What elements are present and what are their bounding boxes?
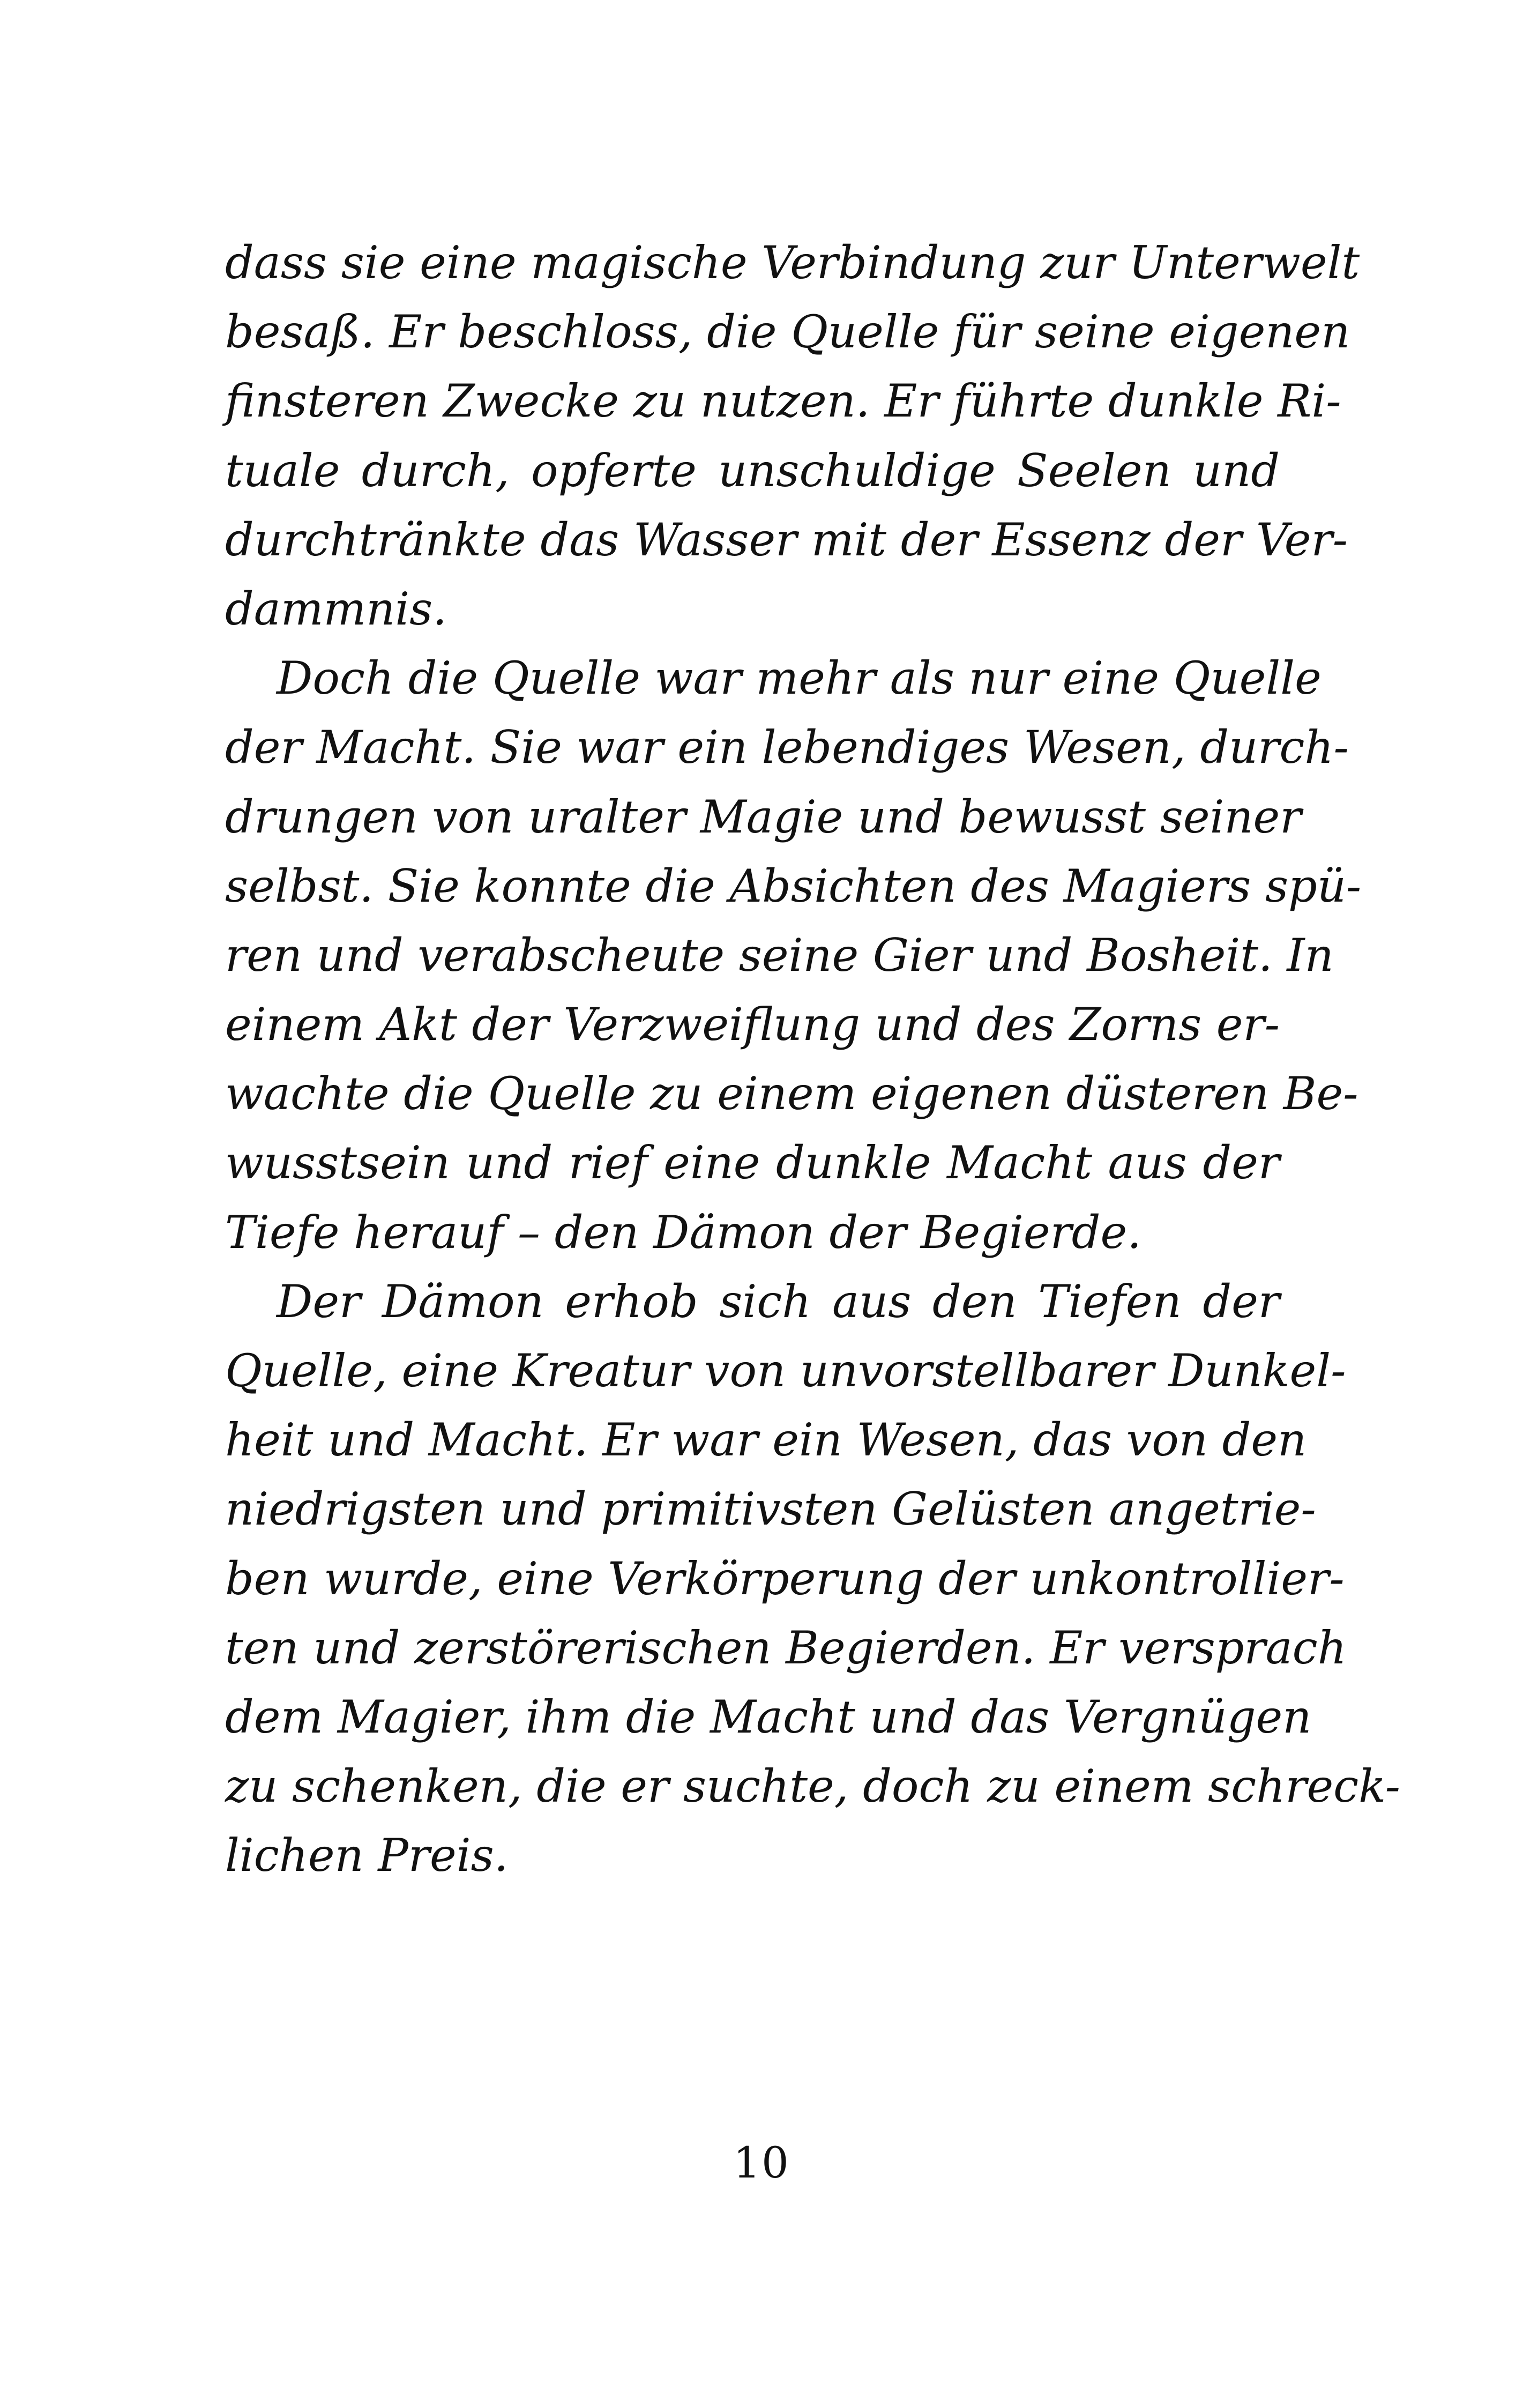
text-line: dass sie eine magische Verbindung zur Unterwelt <box>225 236 1360 289</box>
text-line: dem Magier, ihm die Macht und das Vergnügen <box>225 1690 1312 1743</box>
paragraph-2 <box>225 644 1362 1267</box>
page-number: 10 <box>733 2138 790 2188</box>
text-line: wachte die Quelle zu einem eigenen düsteren Be- <box>225 1067 1358 1120</box>
text-line: drungen von uralter Magie und bewusst seiner <box>225 790 1302 843</box>
text-line: Tiefe herauf – den Dämon der Begierde. <box>225 1206 1141 1259</box>
text-line: Der Dämon erhob sich aus den Tiefen der <box>277 1275 1280 1328</box>
text-line: ben wurde, eine Verkörperung der unkontrollier- <box>225 1552 1345 1605</box>
text-line: niedrigsten und primitivsten Gelüsten angetrie- <box>225 1483 1316 1536</box>
text-line: ten und zerstörerischen Begierden. Er versprach <box>225 1621 1347 1674</box>
text-line: finsteren Zwecke zu nutzen. Er führte dunkle Ri- <box>225 375 1341 428</box>
text-line: Doch die Quelle war mehr als nur eine Quelle <box>277 652 1322 705</box>
text-line: durchtränkte das Wasser mit der Essenz der Ver- <box>225 513 1348 566</box>
text-line: der Macht. Sie war ein lebendiges Wesen, durch- <box>225 721 1349 774</box>
text-line: ren und verabscheute seine Gier und Bosheit. In <box>225 928 1334 982</box>
text-line: besaß. Er beschloss, die Quelle für seine eigenen <box>225 306 1350 359</box>
text-line: selbst. Sie konnte die Absichten des Magiers spü- <box>225 859 1362 912</box>
body-text <box>225 228 1401 1891</box>
text-line: dammnis. <box>225 582 447 635</box>
paragraph-1 <box>225 228 1360 644</box>
text-line: einem Akt der Verzweiflung und des Zorns er- <box>225 998 1280 1051</box>
text-line: Quelle, eine Kreatur von unvorstellbarer Dunkel- <box>225 1344 1346 1397</box>
text-line: wusstsein und rief eine dunkle Macht aus der <box>225 1136 1280 1190</box>
paragraph-3 <box>225 1267 1401 1891</box>
text-line: lichen Preis. <box>225 1829 509 1882</box>
text-line: tuale durch, opferte unschuldige Seelen und <box>225 444 1280 497</box>
text-line: heit und Macht. Er war ein Wesen, das von den <box>225 1414 1307 1467</box>
text-line: zu schenken, die er suchte, doch zu einem schreck- <box>225 1760 1401 1813</box>
